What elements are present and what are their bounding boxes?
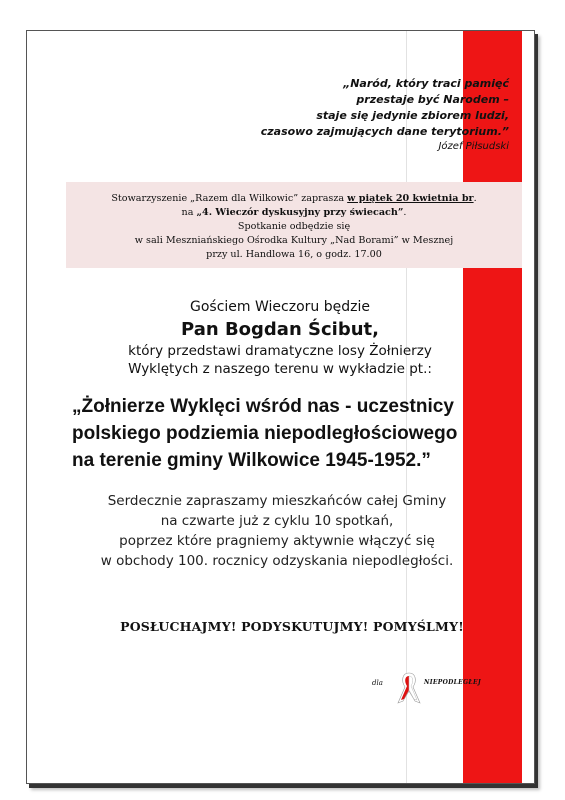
- invite-line-3: Spotkanie odbędzie się: [237, 221, 351, 232]
- welcome-line: na czwarte już z cyklu 10 spotkań,: [160, 513, 394, 529]
- welcome-text: [67, 491, 487, 571]
- lecture-title: [72, 393, 512, 474]
- invite-address: przy ul. Handlowa 16, o godz. 17.00: [206, 249, 382, 260]
- quote-line: „Naród, który traci pamięć: [343, 77, 509, 90]
- quote-line: przestaje być Narodem –: [356, 93, 509, 106]
- lecture-title-line: polskiego podziemia niepodległościowego: [72, 423, 458, 444]
- niepodlegla-logo: [372, 669, 502, 709]
- invite-punct: .: [403, 207, 407, 218]
- quote-author: Józef Piłsudski: [438, 141, 509, 152]
- lecture-title-line: „Żołnierze Wyklęci wśród nas - uczestnicy: [72, 396, 454, 417]
- invite-line-1: [66, 192, 522, 206]
- logo-left-word: dla: [372, 679, 383, 687]
- lecture-title-line: na terenie gminy Wilkowice 1945-1952.”: [72, 450, 431, 471]
- invitation-box: [66, 182, 522, 268]
- invite-venue: w sali Meszniańskiego Ośrodka Kultury „Nad Borami” w Mesznej: [134, 235, 454, 246]
- logo-right-word: NIEPODLEGŁEJ: [424, 679, 481, 686]
- ribbon-icon: [394, 669, 424, 707]
- welcome-line: Serdecznie zapraszamy mieszkańców całej Gminy: [107, 493, 447, 509]
- guest-name: Pan Bogdan Ścibut,: [181, 319, 379, 340]
- invite-organizer: Stowarzyszenie „Razem dla Wilkowic” zaprasza: [111, 193, 348, 204]
- guest-desc-line: Wyklętych z naszego terenu w wykładzie pt.:: [128, 361, 432, 377]
- guest-desc-line: który przedstawi dramatyczne losy Żołnierzy: [128, 343, 432, 359]
- invite-line-2: [66, 206, 522, 220]
- guest-intro: Gościem Wieczoru będzie: [190, 299, 370, 315]
- invite-punct: .: [473, 193, 477, 204]
- quote-line: czasowo zajmujących dane terytorium.”: [260, 125, 509, 138]
- welcome-line: poprzez które pragniemy aktywnie włączyć się: [119, 533, 435, 549]
- invite-date: w piątek 20 kwietnia br: [347, 193, 474, 204]
- welcome-line: w obchody 100. rocznicy odzyskania niepodległości.: [100, 553, 454, 569]
- quote-line: staje się jedynie zbiorem ludzi,: [316, 109, 509, 122]
- slogan: POSŁUCHAJMY! PODYSKUTUJMY! POMYŚLMY!: [120, 619, 464, 634]
- poster-sheet: [26, 30, 535, 784]
- guest-description: [47, 342, 513, 378]
- invite-event: „4. Wieczór dyskusyjny przy świecach”: [196, 207, 404, 218]
- quote: [209, 76, 509, 140]
- invite-na: na: [181, 207, 197, 218]
